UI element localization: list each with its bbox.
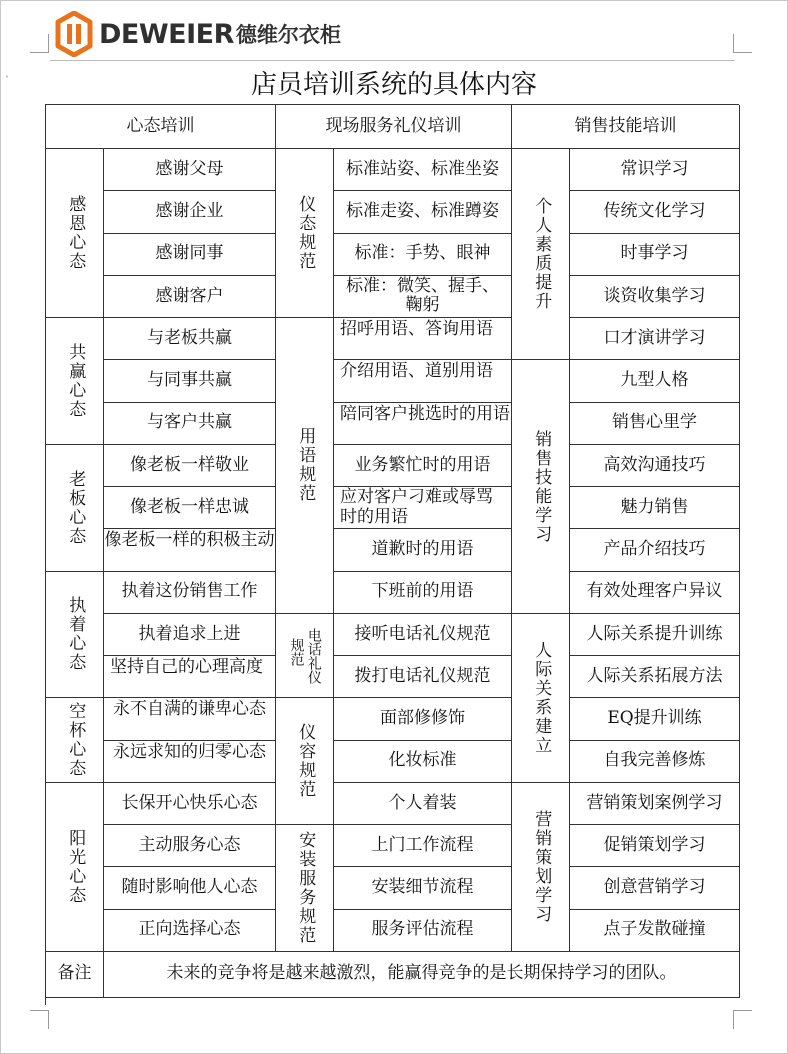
crop-mark [30,34,49,53]
etiquette-item: 服务评估流程 [334,910,512,952]
mindset-item: 随时影响他人心态 [104,867,276,909]
mindset-group-sunshine: 阳光心态 [46,783,104,952]
etiquette-item: 安装细节流程 [334,867,512,909]
etiquette-item: 标准：微笑、握手、鞠躬 [334,276,512,318]
etiquette-item: 面部修修饰 [334,698,512,740]
mindset-item: 感谢父母 [104,149,276,191]
etiquette-group-language: 用语规范 [276,318,334,614]
mindset-item: 与同事共赢 [104,360,276,402]
sales-item: 自我完善修炼 [570,741,740,783]
mindset-group-persistence: 执着心态 [46,572,104,699]
mindset-group-empty-cup: 空杯心态 [46,698,104,783]
sales-item: 谈资收集学习 [570,276,740,318]
sales-item: 促销策划学习 [570,825,740,867]
sales-group-personal-quality: 个人素质提升 [512,149,570,360]
mindset-item: 长保开心快乐心态 [104,783,276,825]
sales-item: 产品介绍技巧 [570,529,740,571]
mindset-item: 像老板一样的积极主动 [104,529,276,571]
etiquette-item: 个人着装 [334,783,512,825]
sales-item: 传统文化学习 [570,191,740,233]
etiquette-group-installation: 安装服务规范 [276,825,334,952]
sales-item: 创意营销学习 [570,867,740,909]
deweier-logo-icon [55,11,93,57]
etiquette-group-phone-line2: 规范 [288,637,305,666]
etiquette-item: 标准：手势、眼神 [334,234,512,276]
mindset-item: 永不自满的谦卑心态 [104,698,276,740]
sales-item: 九型人格 [570,360,740,402]
etiquette-item: 陪同客户挑选时的用语 [334,403,512,445]
etiquette-item: 下班前的用语 [334,572,512,614]
crop-mark [733,34,752,53]
sales-item: 口才演讲学习 [570,318,740,360]
sales-item: 高效沟通技巧 [570,445,740,487]
mindset-item: 永远求知的归零心态 [104,741,276,783]
training-table [45,104,739,1005]
header [55,10,341,58]
col-header-sales: 销售技能培训 [512,105,740,149]
sales-item: 点子发散碰撞 [570,910,740,952]
sales-item: 常识学习 [570,149,740,191]
mindset-item: 像老板一样敬业 [104,445,276,487]
etiquette-item: 标准站姿、标准坐姿 [334,149,512,191]
etiquette-group-phone-line1: 电话礼仪 [305,627,322,684]
sales-item: 有效处理客户异议 [570,572,740,614]
brand-name-cn: 德维尔衣柜 [235,23,341,47]
sales-item: 时事学习 [570,234,740,276]
sales-item: EQ提升训练 [570,698,740,740]
note-text: 未来的竞争将是越来越激烈，能赢得竞争的是长期保持学习的团队。 [104,952,740,998]
mindset-item: 感谢客户 [104,276,276,318]
mindset-item: 执着这份销售工作 [104,572,276,614]
mindset-item: 主动服务心态 [104,825,276,867]
mindset-item: 坚持自己的心理高度 [104,656,276,698]
mindset-item: 像老板一样忠诚 [104,487,276,529]
document-title: 店员培训系统的具体内容 [250,70,537,100]
etiquette-group-posture: 仪态规范 [276,149,334,318]
etiquette-item: 介绍用语、道别用语 [334,360,512,402]
crop-mark [30,1010,49,1029]
header-rule [50,60,735,61]
etiquette-item: 道歉时的用语 [334,529,512,571]
mindset-item: 感谢企业 [104,191,276,233]
note-label: 备注 [46,952,104,998]
sales-item: 人际关系拓展方法 [570,656,740,698]
etiquette-item: 接听电话礼仪规范 [334,614,512,656]
sales-item: 营销策划案例学习 [570,783,740,825]
sales-group-relationships: 人际关系建立 [512,614,570,783]
etiquette-item: 招呼用语、答询用语 [334,318,512,360]
col-header-etiquette: 现场服务礼仪培训 [276,105,512,149]
margin-mark: ˅ [5,75,9,84]
etiquette-item: 化妆标准 [334,741,512,783]
col-header-mindset: 心态培训 [46,105,276,149]
mindset-item: 感谢同事 [104,234,276,276]
mindset-group-owner: 老板心态 [46,445,104,572]
etiquette-group-phone [276,614,334,699]
etiquette-item: 标准走姿、标准蹲姿 [334,191,512,233]
etiquette-item: 应对客户刁难或辱骂时的用语 [334,487,512,529]
brand-name-en: DEWEIER [99,18,234,50]
mindset-group-win-win: 共赢心态 [46,318,104,445]
mindset-group-gratitude: 感恩心态 [46,149,104,318]
sales-item: 人际关系提升训练 [570,614,740,656]
mindset-item: 与老板共赢 [104,318,276,360]
mindset-item: 正向选择心态 [104,910,276,952]
sales-item: 魅力销售 [570,487,740,529]
etiquette-item: 业务繁忙时的用语 [334,445,512,487]
etiquette-item: 拨打电话礼仪规范 [334,656,512,698]
sales-group-marketing: 营销策划学习 [512,783,570,952]
sales-item: 销售心里学 [570,403,740,445]
etiquette-item: 上门工作流程 [334,825,512,867]
mindset-item: 执着追求上进 [104,614,276,656]
crop-mark [733,1010,752,1029]
mindset-item: 与客户共赢 [104,403,276,445]
sales-group-sales-skills: 销售技能学习 [512,360,570,614]
etiquette-group-appearance: 仪容规范 [276,698,334,825]
